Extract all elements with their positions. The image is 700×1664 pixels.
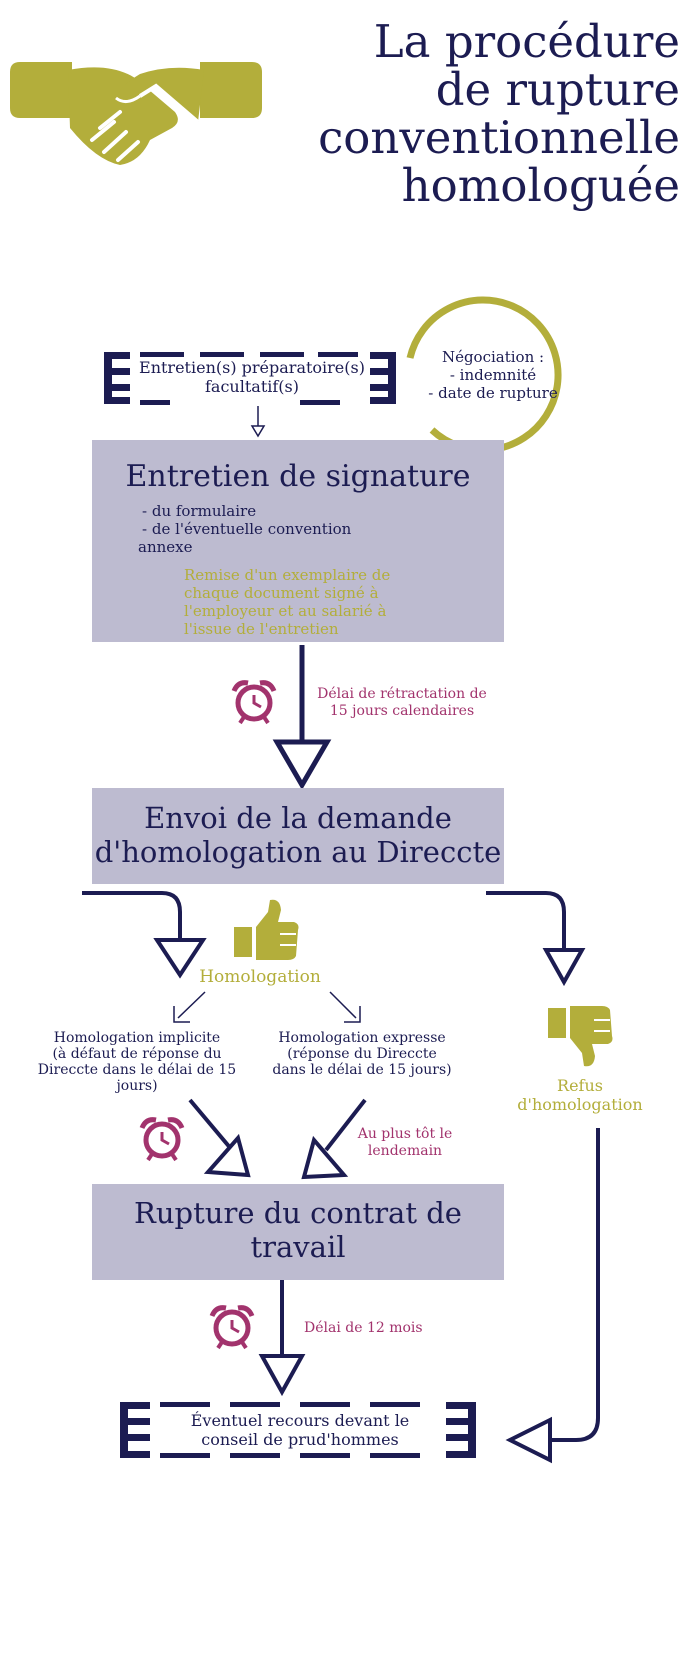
- implicite-line: Homologation implicite: [53, 1030, 221, 1046]
- signature-title: Entretien de signature: [125, 459, 471, 494]
- arrow-envoi-refus: [486, 893, 582, 982]
- rupture-text: [92, 1196, 504, 1264]
- arrow-to-expresse: [330, 992, 360, 1022]
- expresse-line: dans le délai de 15 jours): [272, 1062, 452, 1078]
- arrow-envoi-homologation: [82, 893, 203, 975]
- alarm-clock-icon-3: [212, 1308, 252, 1348]
- envoi-text: [92, 801, 504, 869]
- homologation-expresse: [262, 1030, 462, 1078]
- refus-label: [500, 1076, 660, 1114]
- thumbs-up-icon: [234, 900, 299, 960]
- lendemain-line: lendemain: [367, 1143, 443, 1159]
- recours-note: [150, 1411, 450, 1449]
- expresse-line: (réponse du Direccte: [287, 1046, 437, 1062]
- arrow-refus-recours: [510, 1128, 598, 1460]
- preparatory-line: facultatif(s): [205, 377, 299, 396]
- thumbs-down-icon: [548, 1006, 613, 1066]
- envoi-line: Envoi de la demande: [144, 801, 452, 835]
- remise-line: l'issue de l'entretien: [184, 620, 339, 638]
- envoi-box: [92, 788, 504, 884]
- retractation-delay: [312, 686, 492, 720]
- remise-line: chaque document signé à: [184, 584, 379, 602]
- rupture-line: travail: [250, 1230, 346, 1264]
- lendemain-line: Au plus tôt le: [357, 1126, 453, 1142]
- title-line: conventionnelle: [318, 111, 680, 164]
- remise-line: l'employeur et au salarié à: [184, 602, 387, 620]
- signature-item: annexe: [138, 538, 193, 556]
- retractation-line: 15 jours calendaires: [329, 703, 475, 719]
- implicite-line: Direccte dans le délai de 15: [37, 1062, 237, 1078]
- title-line: homologuée: [401, 159, 680, 212]
- handshake-icon: [10, 62, 262, 165]
- homologation-label: Homologation: [199, 967, 321, 987]
- alarm-clock-icon: [234, 683, 274, 723]
- preparatory-interview: [120, 358, 384, 396]
- remise-note: [184, 566, 390, 638]
- rupture-box: [92, 1184, 504, 1280]
- remise-line: Remise d'un exemplaire de: [184, 566, 391, 584]
- small-arrow: [252, 406, 264, 436]
- refus-line: d'homologation: [517, 1095, 643, 1114]
- rupture-line: Rupture du contrat de: [134, 1196, 462, 1230]
- arrow-rupture-recours: [262, 1280, 302, 1392]
- homologation-implicite: [32, 1030, 242, 1094]
- negotiation-heading: Négociation :: [441, 348, 545, 366]
- negotiation-item: - indemnité: [449, 366, 537, 384]
- title-line: de rupture: [435, 63, 680, 116]
- recours-line: conseil de prud'hommes: [201, 1430, 399, 1449]
- expresse-line: Homologation expresse: [278, 1030, 446, 1046]
- implicite-line: (à défaut de réponse du: [52, 1046, 222, 1062]
- page-title: [240, 15, 680, 212]
- envoi-line: d'homologation au Direccte: [94, 835, 502, 869]
- preparatory-line: Entretien(s) préparatoire(s): [139, 358, 365, 377]
- retractation-line: Délai de rétractation de: [317, 686, 487, 702]
- delai-12-mois: Délai de 12 mois: [304, 1320, 423, 1336]
- signature-item: - du formulaire: [142, 502, 257, 520]
- signature-item: - de l'éventuelle convention: [142, 520, 352, 538]
- signature-items: [138, 502, 351, 556]
- negotiation-note: [418, 348, 568, 402]
- implicite-line: jours): [116, 1078, 158, 1094]
- arrow-to-implicite: [174, 992, 205, 1022]
- signature-box: [92, 440, 504, 642]
- recours-line: Éventuel recours devant le: [190, 1411, 410, 1430]
- negotiation-item: - date de rupture: [428, 384, 558, 402]
- refus-line: Refus: [557, 1076, 603, 1095]
- title-line: La procédure: [373, 15, 680, 68]
- alarm-clock-icon-2: [142, 1120, 182, 1160]
- arrow-implicite-rupture: [190, 1100, 248, 1175]
- lendemain-note: [350, 1126, 460, 1160]
